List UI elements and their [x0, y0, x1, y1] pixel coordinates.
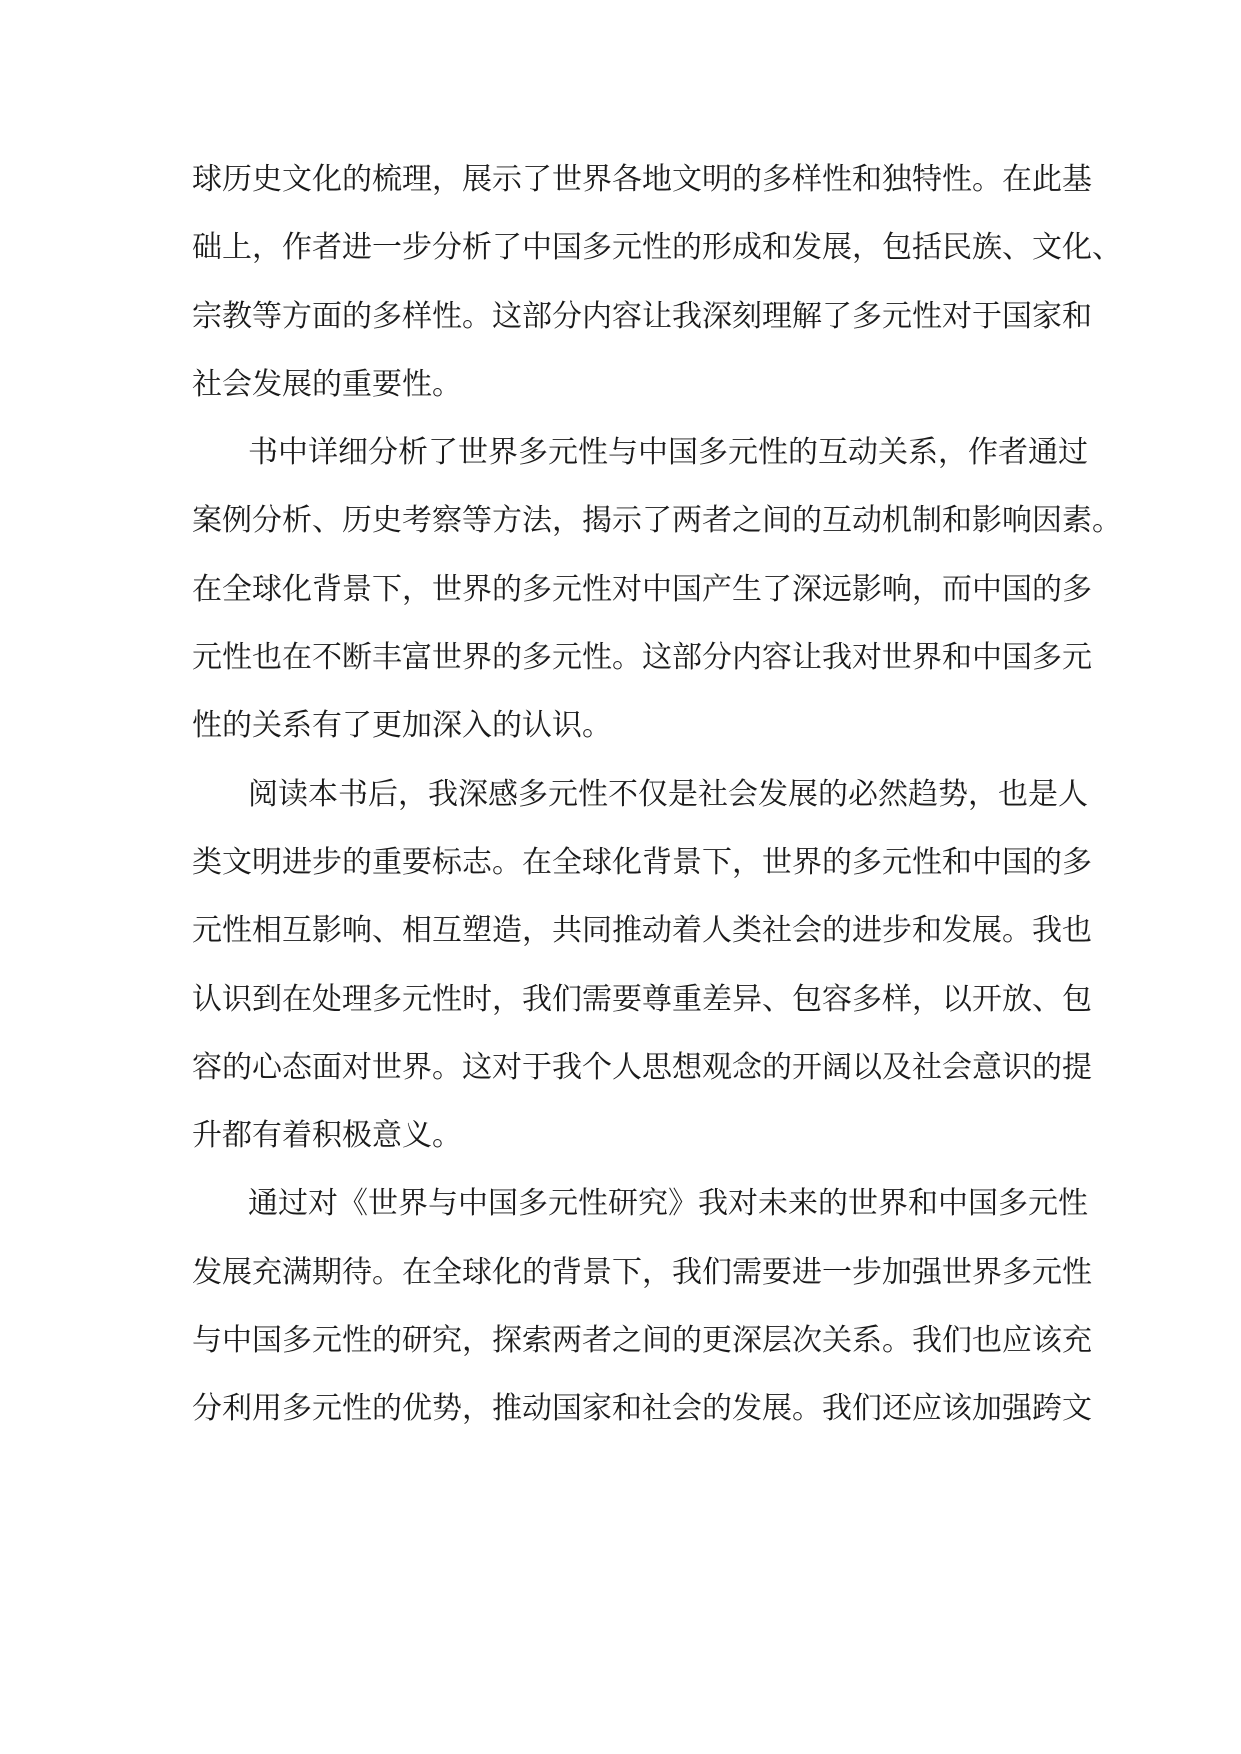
text-line: 阅读本书后，我深感多元性不仅是社会发展的必然趋势，也是人: [248, 776, 1088, 812]
text-line: 发展充满期待。在全球化的背景下，我们需要进一步加强世界多元性: [192, 1254, 1092, 1290]
text-line: 宗教等方面的多样性。这部分内容让我深刻理解了多元性对于国家和: [192, 298, 1092, 334]
text-line: 球历史文化的梳理，展示了世界各地文明的多样性和独特性。在此基: [192, 162, 1092, 197]
text-line: 认识到在处理多元性时，我们需要尊重差异、包容多样，以开放、包: [192, 981, 1092, 1017]
text-line: 元性也在不断丰富世界的多元性。这部分内容让我对世界和中国多元: [192, 640, 1092, 676]
text-line: 在全球化背景下，世界的多元性对中国产生了深远影响，而中国的多: [192, 571, 1092, 607]
text-line: 容的心态面对世界。这对于我个人思想观念的开阔以及社会意识的提: [192, 1049, 1092, 1085]
text-line: 升都有着积极意义。: [192, 1118, 462, 1154]
text-line: 性的关系有了更加深入的认识。: [192, 708, 612, 744]
text-line: 类文明进步的重要标志。在全球化背景下，世界的多元性和中国的多: [192, 844, 1092, 880]
text-line: 书中详细分析了世界多元性与中国多元性的互动关系，作者通过: [248, 435, 1088, 471]
document-body: [192, 146, 1122, 1444]
text-line: 通过对《世界与中国多元性研究》我对未来的世界和中国多元性: [248, 1186, 1088, 1222]
text-line: 元性相互影响、相互塑造，共同推动着人类社会的进步和发展。我也: [192, 913, 1092, 949]
text-line: 分利用多元性的优势，推动国家和社会的发展。我们还应该加强跨文: [192, 1391, 1092, 1427]
text-line: 与中国多元性的研究，探索两者之间的更深层次关系。我们也应该充: [192, 1323, 1092, 1359]
text-line: 社会发展的重要性。: [192, 366, 462, 402]
text-line: 础上，作者进一步分析了中国多元性的形成和发展，包括民族、文化、: [192, 230, 1122, 266]
text-line: 案例分析、历史考察等方法，揭示了两者之间的互动机制和影响因素。: [192, 503, 1122, 539]
